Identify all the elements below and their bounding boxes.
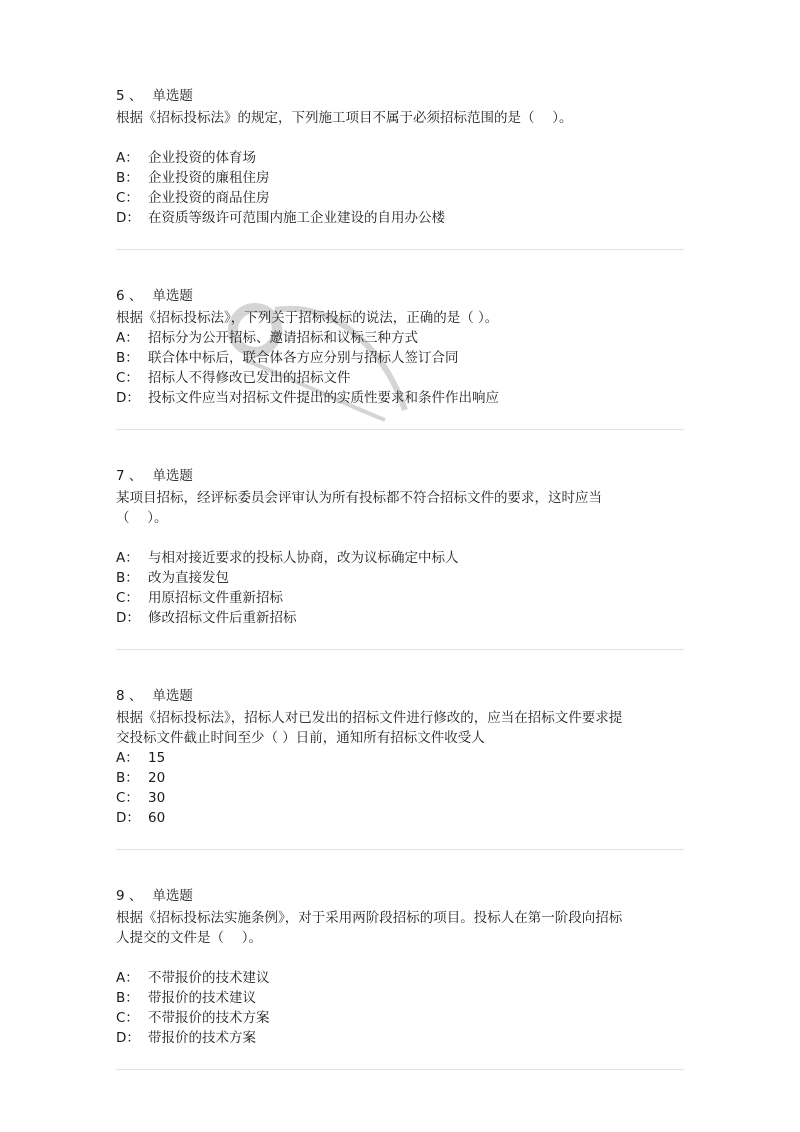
option-text: 改为直接发包 [148, 570, 229, 586]
option-text: 招标分为公开招标、邀请招标和议标三种方式 [148, 330, 418, 346]
option-text: 在资质等级许可范围内施工企业建设的自用办公楼 [148, 210, 445, 226]
option-text: 与相对接近要求的投标人协商，改为议标确定中标人 [148, 550, 459, 566]
option-text: 15 [148, 750, 166, 766]
answer-option[interactable] [116, 368, 684, 388]
option-letter: A： [116, 750, 139, 766]
option-letter: B： [116, 350, 139, 366]
answer-option[interactable] [116, 548, 684, 568]
option-text: 招标人不得修改已发出的招标文件 [148, 370, 351, 386]
question-block [116, 286, 684, 408]
question-stem-line: （ ）。 [116, 510, 168, 526]
question-divider [116, 249, 684, 250]
question-number: 6 、 [116, 288, 143, 304]
question-divider [116, 1069, 684, 1070]
answer-option[interactable] [116, 348, 684, 368]
option-text: 不带报价的技术方案 [148, 1010, 270, 1026]
question-number: 7 、 [116, 468, 143, 484]
question-stem-line: 根据《招标投标法》的规定，下列施工项目不属于必须招标范围的是（ ）。 [116, 110, 573, 126]
option-text: 带报价的技术建议 [148, 990, 256, 1006]
answer-option[interactable] [116, 1028, 684, 1048]
option-text: 不带报价的技术建议 [148, 970, 270, 986]
question-type: 单选题 [152, 888, 193, 904]
question-divider [116, 649, 684, 650]
question-number: 9 、 [116, 888, 143, 904]
option-text: 联合体中标后，联合体各方应分别与招标人签订合同 [148, 350, 459, 366]
option-letter: C： [116, 190, 139, 206]
answer-option[interactable] [116, 768, 684, 788]
question-title [116, 466, 684, 486]
question-type: 单选题 [152, 88, 193, 104]
question-stem-line: 某项目招标，经评标委员会评审认为所有投标都不符合招标文件的要求，这时应当 [116, 490, 602, 506]
question-divider [116, 429, 684, 430]
answer-option[interactable] [116, 608, 684, 628]
option-text: 修改招标文件后重新招标 [148, 610, 297, 626]
answer-option[interactable] [116, 808, 684, 828]
option-text: 用原招标文件重新招标 [148, 590, 283, 606]
option-letter: D： [116, 610, 140, 626]
answer-option[interactable] [116, 208, 684, 228]
option-letter: C： [116, 1010, 139, 1026]
option-letter: A： [116, 970, 139, 986]
question-title [116, 686, 684, 706]
option-text: 20 [148, 770, 166, 786]
question-block [116, 86, 684, 228]
question-number: 5 、 [116, 88, 143, 104]
option-letter: A： [116, 330, 139, 346]
question-type: 单选题 [152, 688, 193, 704]
answer-option[interactable] [116, 588, 684, 608]
question-stem-line: 人提交的文件是（ ）。 [116, 930, 263, 946]
question-type: 单选题 [152, 288, 193, 304]
question-title [116, 286, 684, 306]
answer-option[interactable] [116, 988, 684, 1008]
option-letter: B： [116, 170, 139, 186]
answer-option[interactable] [116, 748, 684, 768]
answer-option[interactable] [116, 968, 684, 988]
option-text: 60 [148, 810, 166, 826]
option-letter: D： [116, 810, 140, 826]
question-stem-line: 根据《招标投标法实施条例》，对于采用两阶段招标的项目。投标人在第一阶段向招标 [116, 910, 623, 926]
answer-option[interactable] [116, 1008, 684, 1028]
option-text: 带报价的技术方案 [148, 1030, 256, 1046]
option-letter: D： [116, 1030, 140, 1046]
question-number: 8 、 [116, 688, 143, 704]
question-block [116, 886, 684, 1048]
answer-option[interactable] [116, 188, 684, 208]
option-letter: A： [116, 150, 139, 166]
answer-option[interactable] [116, 788, 684, 808]
option-letter: C： [116, 370, 139, 386]
option-letter: D： [116, 390, 140, 406]
question-title [116, 86, 684, 106]
option-letter: D： [116, 210, 140, 226]
option-letter: B： [116, 770, 139, 786]
question-stem-line: 根据《招标投标法》，招标人对已发出的招标文件进行修改的，应当在招标文件要求提 [116, 710, 623, 726]
question-block [116, 466, 684, 628]
answer-option[interactable] [116, 388, 684, 408]
option-text: 企业投资的商品住房 [148, 190, 270, 206]
question-divider [116, 849, 684, 850]
answer-option[interactable] [116, 568, 684, 588]
question-block [116, 686, 684, 828]
option-text: 企业投资的廉租住房 [148, 170, 270, 186]
answer-option[interactable] [116, 148, 684, 168]
option-letter: C： [116, 790, 139, 806]
option-letter: B： [116, 570, 139, 586]
answer-option[interactable] [116, 328, 684, 348]
answer-option[interactable] [116, 168, 684, 188]
option-text: 企业投资的体育场 [148, 150, 256, 166]
option-letter: C： [116, 590, 139, 606]
question-stem-line: 根据《招标投标法》，下列关于招标投标的说法，正确的是（ ）。 [116, 310, 499, 326]
option-letter: B： [116, 990, 139, 1006]
option-text: 投标文件应当对招标文件提出的实质性要求和条件作出响应 [148, 390, 499, 406]
option-letter: A： [116, 550, 139, 566]
option-text: 30 [148, 790, 166, 806]
question-title [116, 886, 684, 906]
question-stem-line: 交投标文件截止时间至少（ ）日前，通知所有招标文件收受人 [116, 730, 485, 746]
question-type: 单选题 [152, 468, 193, 484]
